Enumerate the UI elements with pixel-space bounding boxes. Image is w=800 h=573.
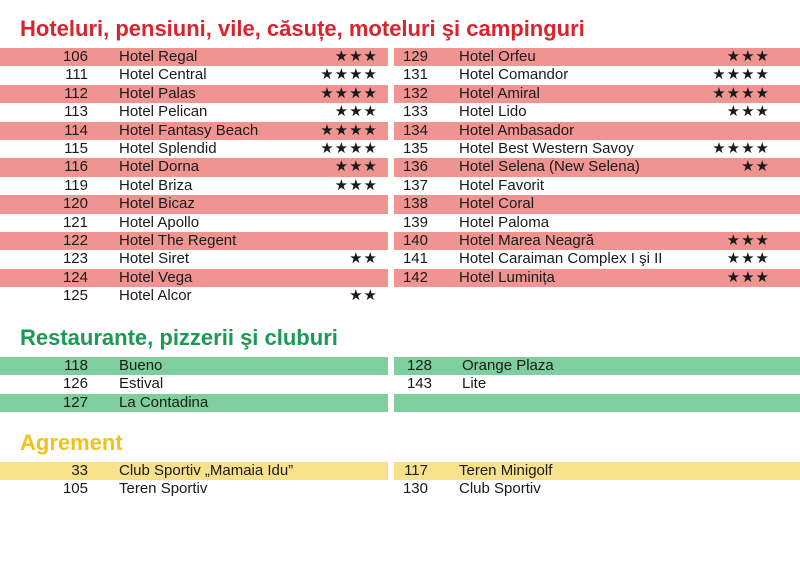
star-rating: ★★★★	[320, 84, 378, 102]
item-name: Hotel Orfeu	[459, 48, 536, 65]
list-item	[0, 269, 388, 287]
list-item	[0, 177, 388, 195]
item-name: Hotel Palas	[119, 84, 196, 102]
list-item	[0, 122, 388, 140]
item-name: Hotel Splendid	[119, 139, 217, 157]
list-item	[394, 122, 800, 140]
item-number: 116	[64, 158, 88, 176]
item-number: 125	[62, 287, 88, 305]
list-item	[394, 214, 800, 232]
item-name: Hotel Caraiman Complex I şi II	[459, 250, 663, 268]
item-name: Hotel Regal	[119, 48, 198, 65]
item-name: Bueno	[119, 357, 163, 374]
item-name: Hotel Luminița	[459, 268, 555, 286]
item-name: Hotel Siret	[119, 250, 190, 268]
item-number: 138	[402, 195, 428, 213]
list-item	[394, 269, 800, 287]
item-name: Hotel Vega	[119, 268, 193, 286]
item-number: 137	[402, 176, 428, 194]
item-name: Orange Plaza	[462, 357, 554, 374]
item-number: 139	[402, 213, 428, 231]
list-item	[394, 48, 800, 66]
agrement-list-left	[0, 462, 388, 499]
list-item	[0, 232, 388, 250]
list-item	[0, 287, 388, 305]
item-name: Hotel Bicaz	[119, 195, 195, 213]
list-item	[0, 140, 388, 158]
item-name: Hotel Apollo	[119, 213, 200, 231]
list-item	[394, 103, 800, 121]
list-item	[0, 66, 388, 84]
item-number: 106	[62, 48, 88, 65]
item-number: 140	[402, 231, 428, 249]
star-rating: ★★★	[334, 176, 378, 194]
star-rating: ★★★	[726, 48, 770, 65]
list-item	[394, 357, 800, 375]
star-rating: ★★★	[726, 231, 770, 249]
item-number: 132	[402, 84, 428, 102]
item-name: Hotel Ambasador	[459, 121, 575, 139]
item-number: 122	[62, 231, 88, 249]
item-number: 128	[406, 357, 432, 374]
item-number: 123	[62, 250, 88, 268]
item-number: 127	[62, 393, 88, 411]
item-name: Hotel Fantasy Beach	[119, 121, 259, 139]
item-name: La Contadina	[119, 393, 209, 411]
list-item	[394, 375, 800, 393]
star-rating: ★★★★	[712, 66, 770, 84]
list-item	[0, 480, 388, 498]
list-item	[0, 195, 388, 213]
star-rating: ★★★	[334, 158, 378, 176]
item-name: Hotel Favorit	[459, 176, 545, 194]
item-name: Club Sportiv	[459, 480, 541, 498]
item-number: 33	[71, 462, 88, 479]
item-number: 124	[62, 268, 88, 286]
restaurants-section-title: Restaurante, pizzerii şi cluburi	[20, 325, 338, 350]
star-rating: ★★★	[726, 268, 770, 286]
star-rating: ★★★	[334, 48, 378, 65]
star-rating: ★★★★	[320, 121, 378, 139]
list-item	[394, 250, 800, 268]
restaurants-list-left	[0, 357, 388, 412]
item-number: 135	[402, 139, 428, 157]
item-name: Lite	[462, 375, 487, 393]
list-item	[0, 85, 388, 103]
star-rating: ★★	[349, 250, 378, 268]
item-number: 113	[64, 103, 88, 121]
item-name: Teren Sportiv	[119, 480, 208, 498]
agrement-list-right	[394, 462, 800, 499]
list-item	[0, 103, 388, 121]
star-rating: ★★	[741, 158, 770, 176]
list-item	[394, 85, 800, 103]
star-rating: ★★★★	[712, 84, 770, 102]
item-number: 141	[402, 250, 428, 268]
item-name: Hotel Marea Neagră	[459, 231, 595, 249]
star-rating: ★★★	[726, 103, 770, 121]
item-name: Hotel Best Western Savoy	[459, 139, 634, 157]
list-item	[394, 195, 800, 213]
item-name: Club Sportiv „Mamaia Idu”	[119, 462, 294, 479]
list-item	[0, 158, 388, 176]
item-number: 142	[402, 268, 428, 286]
list-item	[394, 158, 800, 176]
item-number: 131	[402, 66, 428, 84]
item-number: 115	[64, 139, 88, 157]
item-name: Hotel The Regent	[119, 231, 237, 249]
item-name: Estival	[119, 375, 164, 393]
list-item	[394, 232, 800, 250]
item-number: 119	[64, 176, 88, 194]
item-number: 126	[62, 375, 88, 393]
restaurants-list-right	[394, 357, 800, 412]
item-number: 120	[62, 195, 88, 213]
list-item	[0, 394, 388, 412]
item-name: Hotel Briza	[119, 176, 193, 194]
item-name: Hotel Coral	[459, 195, 535, 213]
item-name: Hotel Comandor	[459, 66, 569, 84]
item-number: 129	[402, 48, 428, 65]
list-item	[0, 250, 388, 268]
item-number: 112	[64, 84, 88, 102]
item-name: Hotel Amiral	[459, 84, 540, 102]
star-rating: ★★★	[334, 103, 378, 121]
list-item	[394, 394, 800, 412]
item-number: 111	[65, 66, 88, 84]
item-number: 121	[62, 213, 88, 231]
item-number: 130	[402, 480, 428, 498]
star-rating: ★★★★	[712, 139, 770, 157]
item-name: Teren Minigolf	[459, 462, 553, 479]
agrement-section-title: Agrement	[20, 430, 123, 455]
item-name: Hotel Lido	[459, 103, 527, 121]
list-item	[0, 48, 388, 66]
list-item	[394, 66, 800, 84]
item-number: 105	[62, 480, 88, 498]
item-number: 133	[402, 103, 428, 121]
item-name: Hotel Pelican	[119, 103, 208, 121]
hotels-section-title: Hoteluri, pensiuni, vile, căsuțe, moteluri şi campinguri	[20, 16, 585, 41]
item-name: Hotel Dorna	[119, 158, 200, 176]
item-number: 114	[64, 121, 88, 139]
list-item	[0, 375, 388, 393]
list-item	[0, 357, 388, 375]
hotels-list-left	[0, 48, 388, 305]
item-name: Hotel Alcor	[119, 287, 192, 305]
item-name: Hotel Selena (New Selena)	[459, 158, 640, 176]
list-item	[394, 480, 800, 498]
list-item	[0, 462, 388, 480]
item-number: 117	[404, 462, 428, 479]
list-item	[0, 214, 388, 232]
list-item	[394, 177, 800, 195]
hotels-list-right	[394, 48, 800, 287]
item-number: 136	[402, 158, 428, 176]
item-number: 143	[406, 375, 432, 393]
star-rating: ★★★★	[320, 139, 378, 157]
item-name: Hotel Central	[119, 66, 207, 84]
item-number: 134	[402, 121, 428, 139]
list-item	[394, 462, 800, 480]
star-rating: ★★★	[726, 250, 770, 268]
item-name: Hotel Paloma	[459, 213, 550, 231]
star-rating: ★★	[349, 287, 378, 305]
item-number: 118	[64, 357, 88, 374]
star-rating: ★★★★	[320, 66, 378, 84]
list-item	[394, 140, 800, 158]
